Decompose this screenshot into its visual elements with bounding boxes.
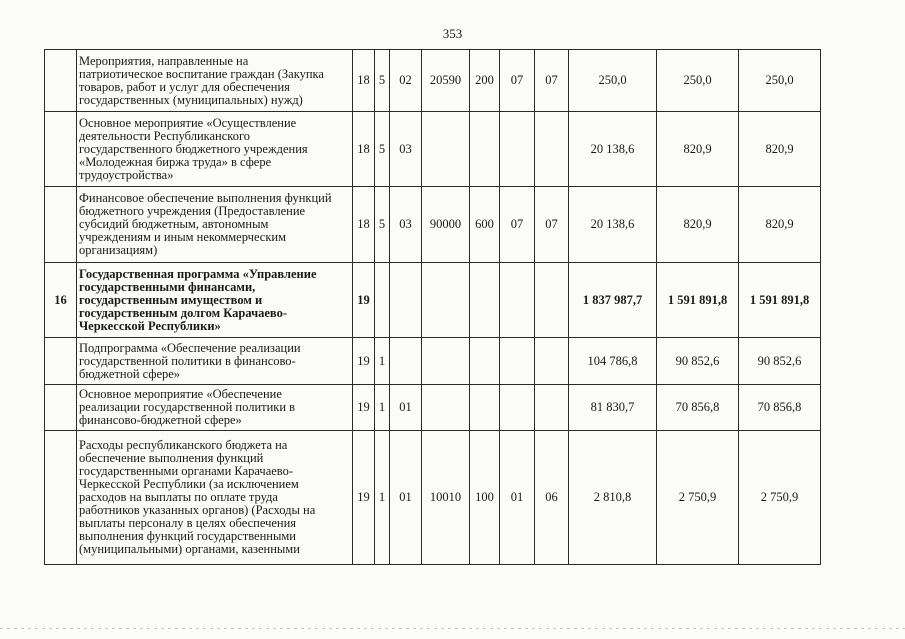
code-gp-cell: 19 <box>353 263 375 338</box>
row-name-text: Мероприятия, направленные на патриотическое воспитание граждан (Закупка товаров, работ и услуг для обеспечения государственных (муниципальных) нужд) <box>79 53 324 107</box>
code-om-cell: 02 <box>390 50 422 112</box>
code-subsection-cell <box>535 385 569 431</box>
budget-table <box>44 49 821 565</box>
code-section-cell <box>500 112 535 187</box>
code-pp-cell: 5 <box>375 187 390 263</box>
amount-year2-cell: 90 852,6 <box>657 338 739 385</box>
row-name-cell <box>77 431 353 565</box>
row-name-cell <box>77 385 353 431</box>
page-number: 353 <box>442 26 463 41</box>
row-number-cell: 16 <box>45 263 77 338</box>
code-gp-cell: 18 <box>353 50 375 112</box>
code-gp-cell: 19 <box>353 385 375 431</box>
table-row <box>45 431 821 565</box>
code-subsection-cell: 07 <box>535 187 569 263</box>
code-section-cell <box>500 385 535 431</box>
row-name-cell <box>77 263 353 338</box>
code-pp-cell: 1 <box>375 431 390 565</box>
code-direction-cell <box>422 385 470 431</box>
code-subsection-cell <box>535 263 569 338</box>
amount-year1-cell: 1 837 987,7 <box>569 263 657 338</box>
amount-year2-cell: 820,9 <box>657 187 739 263</box>
code-direction-cell: 10010 <box>422 431 470 565</box>
row-name-cell <box>77 50 353 112</box>
row-number-cell <box>45 112 77 187</box>
code-direction-cell: 20590 <box>422 50 470 112</box>
amount-year1-cell: 2 810,8 <box>569 431 657 565</box>
code-subsection-cell <box>535 338 569 385</box>
amount-year2-cell: 2 750,9 <box>657 431 739 565</box>
amount-year2-cell: 70 856,8 <box>657 385 739 431</box>
amount-year3-cell: 90 852,6 <box>739 338 821 385</box>
code-section-cell <box>500 338 535 385</box>
amount-year1-cell: 81 830,7 <box>569 385 657 431</box>
code-direction-cell <box>422 338 470 385</box>
code-pp-cell: 5 <box>375 112 390 187</box>
code-direction-cell <box>422 263 470 338</box>
code-subsection-cell: 06 <box>535 431 569 565</box>
code-pp-cell: 1 <box>375 385 390 431</box>
code-pp-cell: 1 <box>375 338 390 385</box>
row-number-cell <box>45 385 77 431</box>
row-name-text: Основное мероприятие «Осуществление деятельности Республиканского государственного бюджетного учреждения «Молодежная биржа труда» в сфере трудоустройства» <box>79 115 308 182</box>
code-section-cell <box>500 263 535 338</box>
code-expense-type-cell <box>470 338 500 385</box>
code-gp-cell: 18 <box>353 187 375 263</box>
code-expense-type-cell: 200 <box>470 50 500 112</box>
code-gp-cell: 18 <box>353 112 375 187</box>
amount-year3-cell: 820,9 <box>739 187 821 263</box>
table-row <box>45 112 821 187</box>
row-number-cell <box>45 338 77 385</box>
code-gp-cell: 19 <box>353 431 375 565</box>
code-subsection-cell <box>535 112 569 187</box>
code-expense-type-cell: 600 <box>470 187 500 263</box>
row-number-cell <box>45 50 77 112</box>
amount-year1-cell: 104 786,8 <box>569 338 657 385</box>
row-name-text: Расходы республиканского бюджета на обеспечение выполнения функций государственными органами Карачаево- Черкесской Республики (за исключением расходов на выплаты по оплате труда работников указанных органов) (Расходы на выплаты персоналу в целях обеспечения выполнения функций государственными (муниципальными) органами, казенными <box>79 438 316 556</box>
amount-year2-cell: 820,9 <box>657 112 739 187</box>
amount-year3-cell: 250,0 <box>739 50 821 112</box>
code-expense-type-cell <box>470 385 500 431</box>
amount-year1-cell: 250,0 <box>569 50 657 112</box>
code-pp-cell <box>375 263 390 338</box>
code-pp-cell: 5 <box>375 50 390 112</box>
budget-table-body <box>45 50 821 565</box>
scan-artifact-line <box>0 628 905 629</box>
code-direction-cell <box>422 112 470 187</box>
code-gp-cell: 19 <box>353 338 375 385</box>
row-name-cell <box>77 112 353 187</box>
amount-year1-cell: 20 138,6 <box>569 187 657 263</box>
code-om-cell <box>390 338 422 385</box>
amount-year1-cell: 20 138,6 <box>569 112 657 187</box>
code-expense-type-cell <box>470 263 500 338</box>
amount-year3-cell: 70 856,8 <box>739 385 821 431</box>
code-om-cell: 03 <box>390 112 422 187</box>
code-section-cell: 07 <box>500 50 535 112</box>
code-om-cell: 03 <box>390 187 422 263</box>
code-direction-cell: 90000 <box>422 187 470 263</box>
row-number-cell <box>45 187 77 263</box>
row-name-text: Основное мероприятие «Обеспечение реализации государственной политики в финансово-бюджетной сфере» <box>79 387 296 427</box>
table-row <box>45 50 821 112</box>
row-name-text: Финансовое обеспечение выполнения функций бюджетного учреждения (Предоставление субсидий бюджетным, автономным учреждениям и иным некоммерческим организациям) <box>79 191 332 257</box>
code-om-cell: 01 <box>390 431 422 565</box>
table-row <box>45 187 821 263</box>
amount-year2-cell: 250,0 <box>657 50 739 112</box>
code-expense-type-cell: 100 <box>470 431 500 565</box>
code-om-cell <box>390 263 422 338</box>
table-row <box>45 263 821 338</box>
amount-year3-cell: 820,9 <box>739 112 821 187</box>
code-expense-type-cell <box>470 112 500 187</box>
table-row <box>45 338 821 385</box>
code-section-cell: 01 <box>500 431 535 565</box>
amount-year2-cell: 1 591 891,8 <box>657 263 739 338</box>
table-row <box>45 385 821 431</box>
row-name-text: Государственная программа «Управление государственными финансами, государственным имуществом и государственным долгом Карачаево- Черкесской Республики» <box>79 266 317 333</box>
amount-year3-cell: 2 750,9 <box>739 431 821 565</box>
row-name-text: Подпрограмма «Обеспечение реализации государственной политики в финансово- бюджетной сфере» <box>79 340 301 381</box>
code-subsection-cell: 07 <box>535 50 569 112</box>
amount-year3-cell: 1 591 891,8 <box>739 263 821 338</box>
code-om-cell: 01 <box>390 385 422 431</box>
row-number-cell <box>45 431 77 565</box>
row-name-cell <box>77 338 353 385</box>
row-name-cell <box>77 187 353 263</box>
code-section-cell: 07 <box>500 187 535 263</box>
